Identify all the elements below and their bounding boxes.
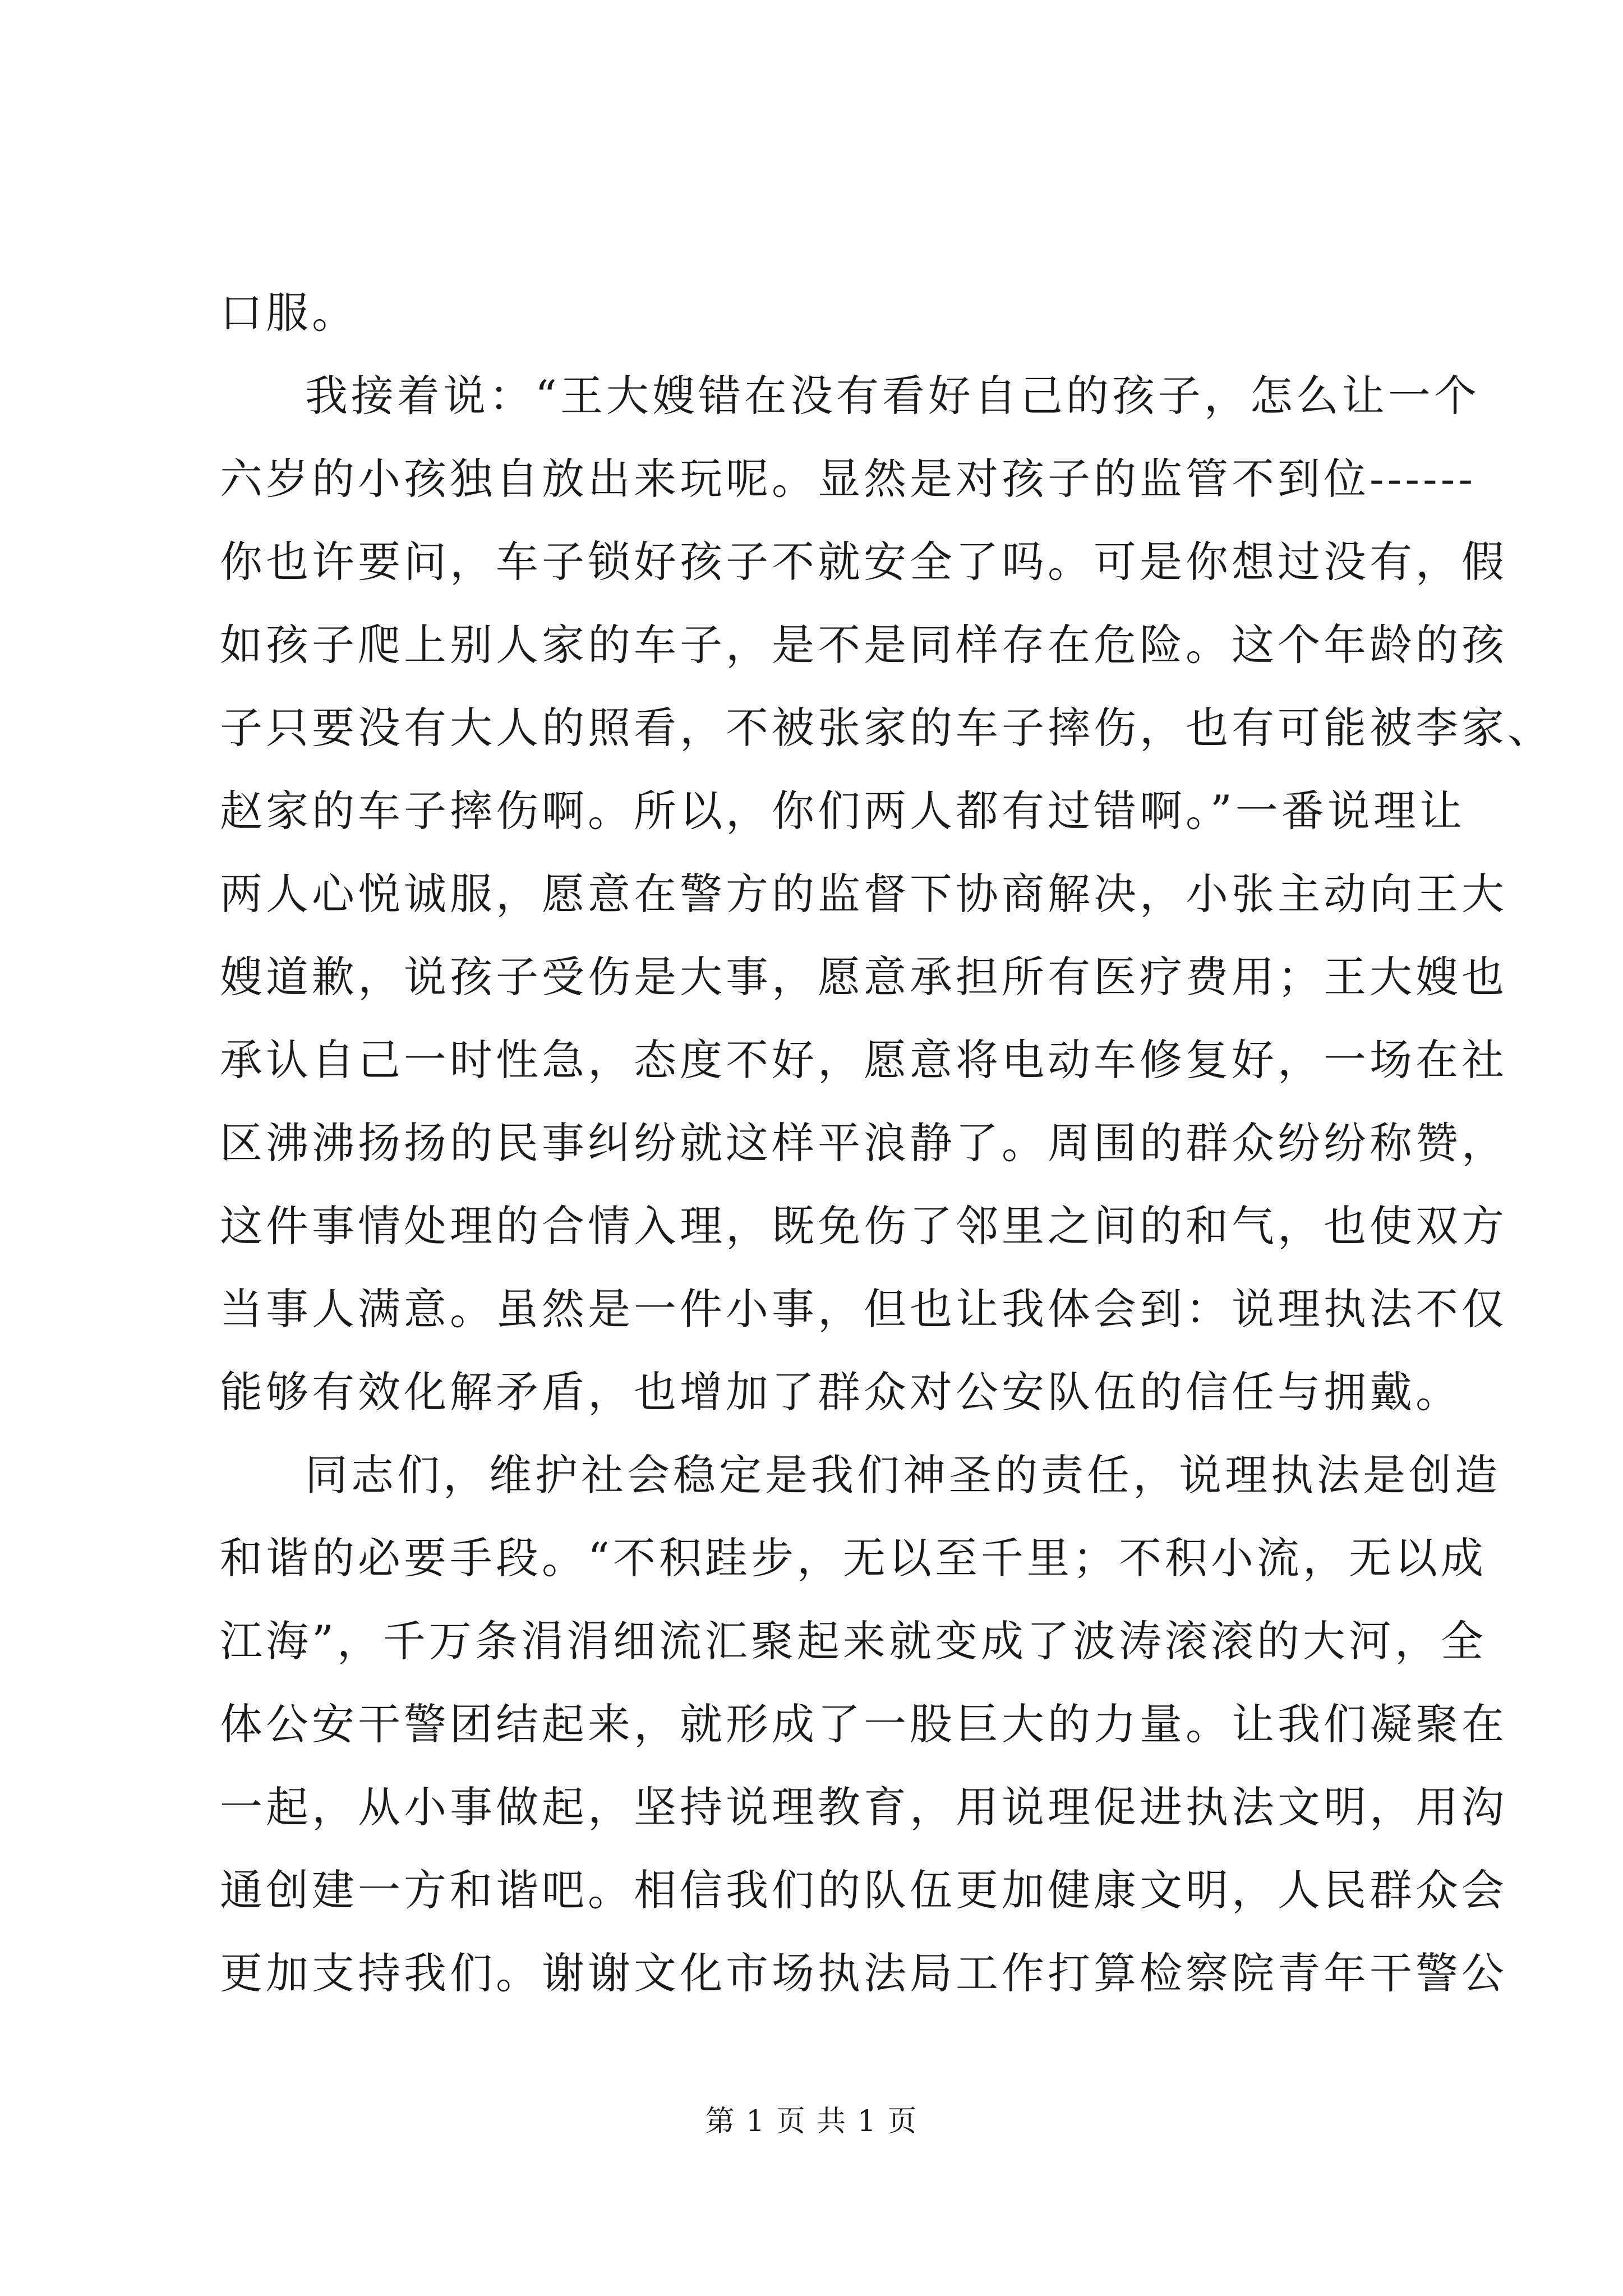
text-line: 嫂道歉，说孩子受伤是大事，愿意承担所有医疗费用；王大嫂也 <box>220 952 1507 1002</box>
text-line: 更加支持我们。谢谢文化市场执法局工作打算检察院青年干警公 <box>220 1948 1507 1998</box>
text-line: 当事人满意。虽然是一件小事，但也让我体会到：说理执法不仅 <box>220 1284 1507 1334</box>
page-number-footer: 第 1 页 共 1 页 <box>705 2105 918 2138</box>
text-line: 子只要没有大人的照看，不被张家的车子摔伤，也有可能被李家、 <box>220 703 1553 753</box>
paragraph-start-line: 我接着说：“王大嫂错在没有看好自己的孩子，怎么让一个 <box>305 371 1480 421</box>
text-line: 体公安干警团结起来，就形成了一股巨大的力量。让我们凝聚在 <box>220 1699 1507 1749</box>
text-line: 赵家的车子摔伤啊。所以，你们两人都有过错啊。”一番说理让 <box>220 786 1465 836</box>
text-line: 承认自己一时性急，态度不好，愿意将电动车修复好，一场在社 <box>220 1035 1507 1085</box>
text-line: 和谐的必要手段。“不积跬步，无以至千里；不积小流，无以成 <box>220 1533 1487 1583</box>
text-line: 你也许要问，车子锁好孩子不就安全了吗。可是你想过没有，假 <box>220 537 1507 587</box>
text-line: 六岁的小孩独自放出来玩呢。显然是对孩子的监管不到位------ <box>220 454 1477 504</box>
text-line: 一起，从小事做起，坚持说理教育，用说理促进执法文明，用沟 <box>220 1782 1507 1832</box>
text-line: 如孩子爬上别人家的车子，是不是同样存在危险。这个年龄的孩 <box>220 620 1507 670</box>
text-line: 通创建一方和谐吧。相信我们的队伍更加健康文明，人民群众会 <box>220 1865 1507 1915</box>
paragraph-start-line: 同志们，维护社会稳定是我们神圣的责任，说理执法是创造 <box>305 1450 1501 1500</box>
text-line: 两人心悦诚服，愿意在警方的监督下协商解决，小张主动向王大 <box>220 869 1507 919</box>
text-line: 口服。 <box>220 288 358 338</box>
text-line: 这件事情处理的合情入理，既免伤了邻里之间的和气，也使双方 <box>220 1201 1507 1251</box>
text-line: 江海”，千万条涓涓细流汇聚起来就变成了波涛滚滚的大河，全 <box>220 1616 1487 1666</box>
text-line: 区沸沸扬扬的民事纠纷就这样平浪静了。周围的群众纷纷称赞， <box>220 1118 1507 1168</box>
text-line: 能够有效化解矛盾，也增加了群众对公安队伍的信任与拥戴。 <box>220 1367 1461 1417</box>
